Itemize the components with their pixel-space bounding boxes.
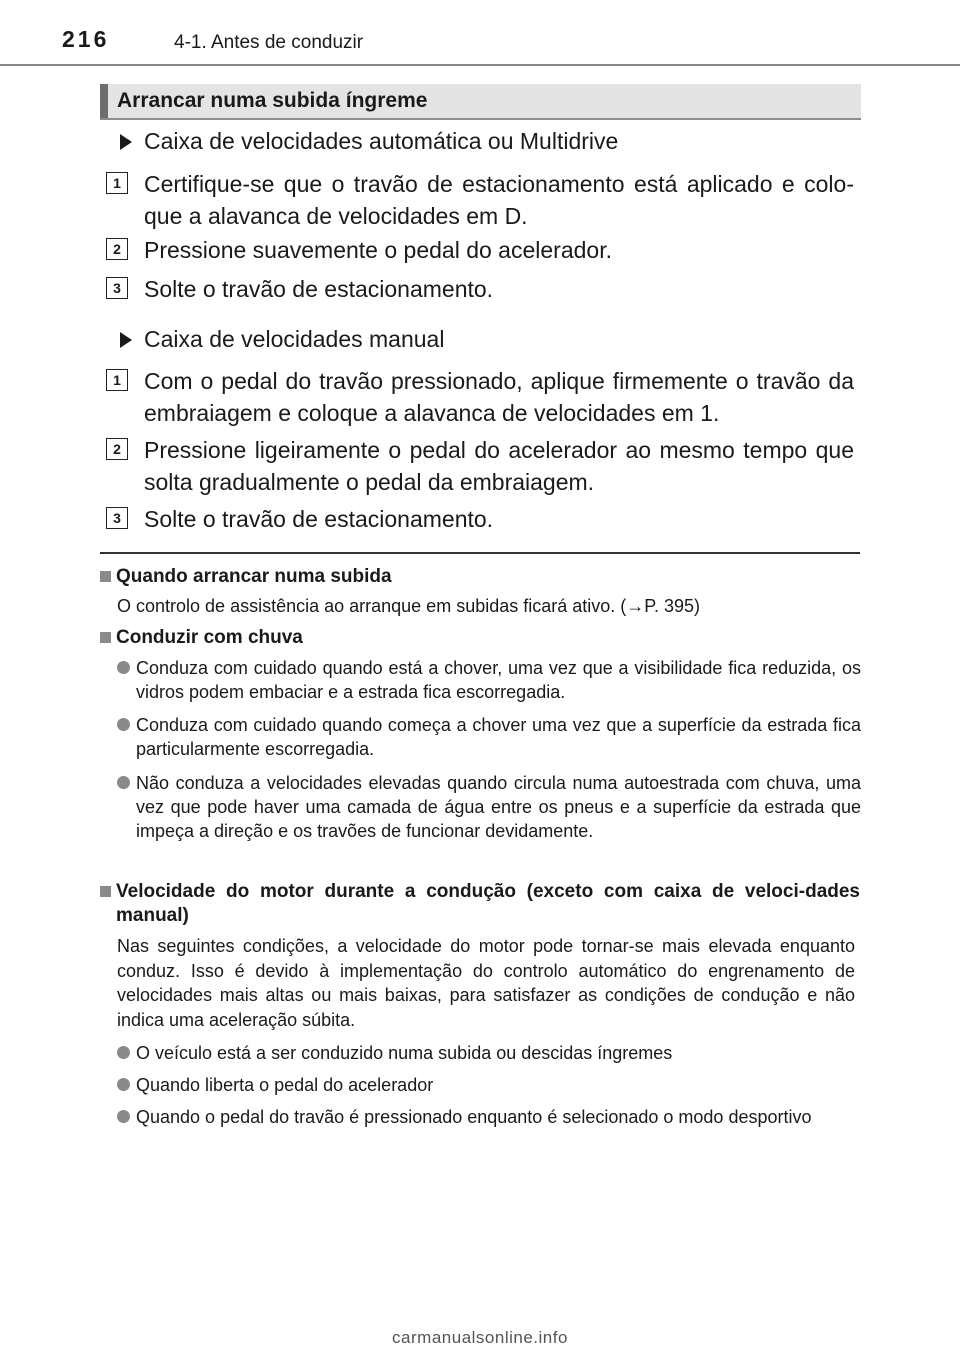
automatic-heading: [120, 128, 618, 155]
arrow-right-icon: [120, 332, 132, 348]
rain-bullet-2: [117, 713, 861, 761]
note-body-uphill: O controlo de assistência ao arranque em subidas ficará ativo. (→P. 395): [117, 596, 700, 616]
step-number: 1: [106, 369, 128, 391]
circle-bullet-icon: [117, 1110, 130, 1123]
bullet-text: Quando liberta o pedal do acelerador: [136, 1075, 434, 1095]
manual-heading-text: Caixa de velocidades manual: [144, 326, 445, 352]
step-text: Com o pedal do travão pressionado, aplique firmemente o travão da embraiagem e coloque a alavanca de velocidades em 1.: [144, 368, 854, 426]
step-number: 1: [106, 172, 128, 194]
circle-bullet-icon: [117, 661, 130, 674]
step-text: Solte o travão de estacionamento.: [144, 276, 494, 302]
note-heading-text: Conduzir com chuva: [116, 627, 303, 648]
section-divider: [100, 552, 860, 554]
manual-step-3: [100, 503, 860, 535]
note-body-engine-speed: Nas seguintes condições, a velocidade do motor pode tornar-se mais elevada enquanto conduz. Isso é devido à implementação do controlo automático do engrenamento de velocidades mais altas ou mais baixas, para satisfazer as condições de condução e não indica uma aceleração súbita.: [117, 936, 855, 1030]
step-text: Certifique-se que o travão de estacionamento está aplicado e colo-que a alavanca de velocidades em D.: [144, 171, 854, 229]
manual-step-2: [100, 434, 860, 498]
step-number: 3: [106, 507, 128, 529]
step-text: Solte o travão de estacionamento.: [144, 506, 494, 532]
circle-bullet-icon: [117, 1046, 130, 1059]
bullet-text: Não conduza a velocidades elevadas quando circula numa autoestrada com chuva, uma vez que pode haver uma camada de água entre os pneus e a superfície da estrada que impeça a direção e os travões de funcionar devidamente.: [136, 773, 861, 841]
arrow-right-icon: [120, 134, 132, 150]
note-heading-rain: [100, 626, 860, 650]
note-heading-engine-speed: [100, 880, 860, 928]
page-header: [0, 0, 960, 66]
engine-bullet-1: [117, 1041, 861, 1065]
step-number: 2: [106, 238, 128, 260]
circle-bullet-icon: [117, 1078, 130, 1091]
square-bullet-icon: [100, 632, 111, 643]
bullet-text: O veículo está a ser conduzido numa subida ou descidas íngremes: [136, 1043, 673, 1063]
watermark: carmanualsonline.info: [392, 1328, 568, 1347]
manual-heading: [120, 326, 444, 353]
bullet-text: Quando o pedal do travão é pressionado enquanto é selecionado o modo desportivo: [136, 1107, 812, 1127]
circle-bullet-icon: [117, 776, 130, 789]
square-bullet-icon: [100, 571, 111, 582]
bullet-text: Conduza com cuidado quando está a chover, uma vez que a visibilidade fica reduzida, os vidros podem embaciar e a estrada fica escorregadia.: [136, 658, 861, 702]
step-number: 2: [106, 438, 128, 460]
section-accent: [100, 84, 108, 118]
rain-bullet-1: [117, 656, 861, 704]
automatic-step-2: [100, 234, 860, 266]
note-heading-uphill: [100, 565, 860, 589]
section-title: Arrancar numa subida íngreme: [117, 89, 428, 112]
chapter-title: 4-1. Antes de conduzir: [174, 32, 364, 53]
note-heading-text: Quando arrancar numa subida: [116, 566, 392, 587]
engine-bullet-3: [117, 1105, 861, 1129]
manual-step-1: [100, 365, 860, 429]
header-rule: [0, 64, 960, 66]
square-bullet-icon: [100, 886, 111, 897]
circle-bullet-icon: [117, 718, 130, 731]
note-heading-text: Velocidade do motor durante a condução (exceto com caixa de veloci-dades manual): [116, 881, 860, 926]
step-text: Pressione ligeiramente o pedal do acelerador ao mesmo tempo que solta gradualmente o pedal da embraiagem.: [144, 437, 854, 495]
engine-bullet-2: [117, 1073, 861, 1097]
section-title-bar: [100, 84, 861, 120]
automatic-heading-text: Caixa de velocidades automática ou Multidrive: [144, 128, 619, 154]
bullet-text: Conduza com cuidado quando começa a chover uma vez que a superfície da estrada fica particularmente escorregadia.: [136, 715, 861, 759]
step-number: 3: [106, 277, 128, 299]
automatic-step-3: [100, 273, 860, 305]
automatic-step-1: [100, 168, 860, 232]
page-number: 216: [62, 26, 110, 52]
step-text: Pressione suavemente o pedal do acelerador.: [144, 237, 612, 263]
rain-bullet-3: [117, 771, 861, 843]
